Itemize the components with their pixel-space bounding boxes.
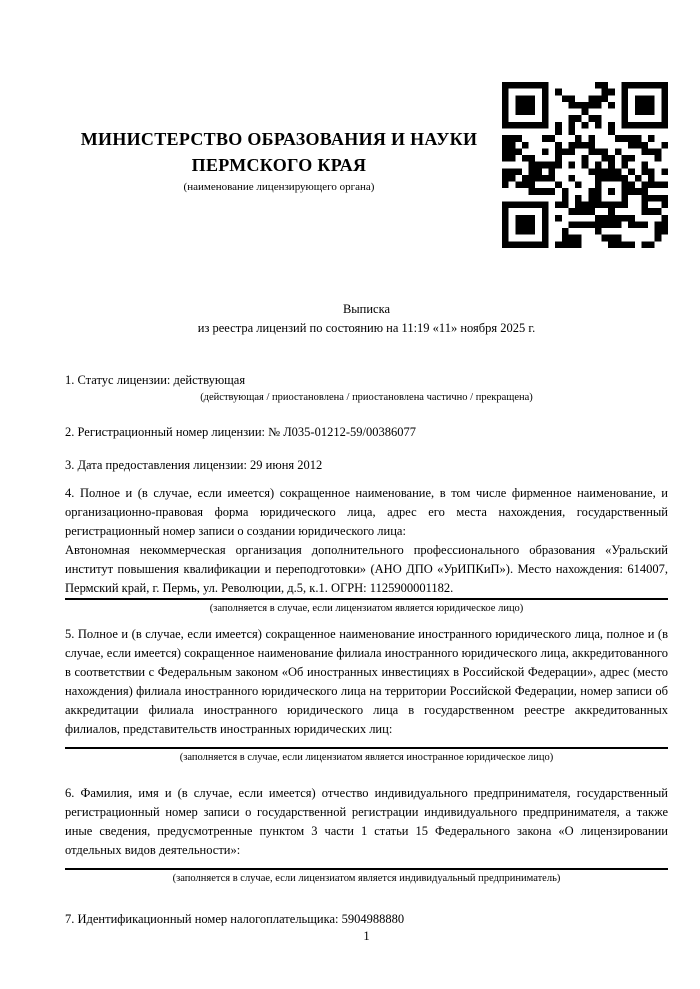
individual-entrepreneur-question: 6. Фамилия, имя и (в случае, если имеется) отчество индивидуального предпринимателя, государственный регистрационный номер записи о государственной регистрации индивидуального предпринимателя, а также иные сведения, предусмотренные пунктом 3 части 1 статьи 15 Федерального закона «О лицензировании отдельных видов деятельности»: <box>65 786 668 857</box>
document-title-line1: Выписка <box>342 302 391 316</box>
item-license-status <box>65 371 668 406</box>
item-registration-number <box>65 423 668 442</box>
registration-number-text: 2. Регистрационный номер лицензии: № Л035-01212-59/00386077 <box>65 425 416 439</box>
item-foreign-entity <box>65 625 668 766</box>
document-title-line2: из реестра лицензий по состоянию на 11:19 «11» ноября 2025 г. <box>197 321 536 335</box>
legal-entity-caption: (заполняется в случае, если лицензиатом является юридическое лицо) <box>209 603 524 614</box>
separator-line <box>65 598 668 600</box>
legal-entity-answer: Автономная некоммерческая организация дополнительного профессионального образования «Уральский институт повышения квалификации и переподготовки» (АНО ДПО «УрИПКиП»). Место нахождения: 614007, Пермский край, г. Пермь, ул. Революции, д.5, к.1. ОГРН: 1125900001182. <box>65 543 668 595</box>
ministry-name-line1: МИНИСТЕРСТВО ОБРАЗОВАНИЯ И НАУКИ <box>80 129 478 149</box>
license-status-caption: (действующая / приостановлена / приостановлена частично / прекращена) <box>200 392 533 403</box>
separator-line <box>65 868 668 870</box>
legal-entity-question: 4. Полное и (в случае, если имеется) сокращенное наименование, в том числе фирменное наименование, и организационно-правовая форма юридического лица, адрес его места нахождения, государственный регистрационный номер записи о создании юридического лица: <box>65 486 668 538</box>
individual-entrepreneur-caption: (заполняется в случае, если лицензиатом является индивидуальный предприниматель) <box>172 873 561 884</box>
page-number: 1 <box>363 929 370 943</box>
item-legal-entity <box>65 484 668 617</box>
ministry-caption: (наименование лицензирующего органа) <box>183 181 375 193</box>
document-title <box>65 300 668 338</box>
item-individual-entrepreneur <box>65 784 668 887</box>
foreign-entity-question: 5. Полное и (в случае, если имеется) сокращенное наименование иностранного юридического лица, полное и (в случае, если имеется) сокращенное наименование филиала иностранного юридического лица, аккредитованного в соответствии с Федеральным законом «Об иностранных инвестициях в Российской Федерации», адрес (место нахождения) филиала иностранного юридического лица на территории Российской Федерации, номер записи об аккредитации филиала иностранного юридического лица в государственном реестре аккредитованных филиалов, представительств иностранных юридических лиц: <box>65 627 668 736</box>
foreign-entity-caption: (заполняется в случае, если лицензиатом является иностранное юридическое лицо) <box>179 752 554 763</box>
separator-line <box>65 747 668 749</box>
item-grant-date <box>65 456 668 475</box>
empty-answer-space <box>65 860 668 868</box>
ministry-name-line2: ПЕРМСКОГО КРАЯ <box>191 155 367 175</box>
license-status-text: 1. Статус лицензии: действующая <box>65 373 246 387</box>
document-header <box>65 0 668 250</box>
empty-answer-space <box>65 739 668 747</box>
qr-code-icon <box>502 82 668 248</box>
grant-date-text: 3. Дата предоставления лицензии: 29 июня 2012 <box>65 458 323 472</box>
taxpayer-number-text: 7. Идентификационный номер налогоплательщика: 5904988880 <box>65 912 405 926</box>
licensing-authority-block <box>65 126 493 194</box>
